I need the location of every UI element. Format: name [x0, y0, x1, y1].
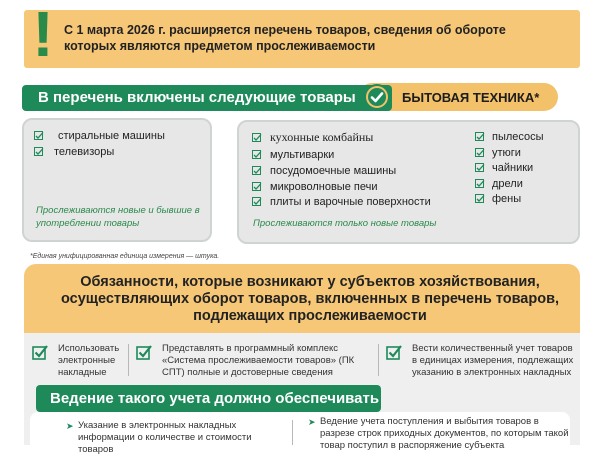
checkbox-icon	[475, 132, 485, 142]
list-item-label: мультиварки	[270, 149, 335, 161]
checkbox-icon	[252, 166, 262, 176]
right-note: Прослеживаются только новые товары	[253, 218, 437, 229]
checkbox-icon	[386, 344, 402, 360]
list-item-label: дрели	[492, 178, 523, 190]
checkbox-icon	[136, 344, 152, 360]
list-item-label: плиты и варочные поверхности	[270, 196, 431, 208]
accounting-point: Ведение учета поступления и выбытия товаров в разрезе строк приходных документов, по которым такой товар поступил в распоряжение субъекта	[320, 416, 569, 451]
exclamation-icon: !	[32, 0, 54, 70]
checkbox-icon	[252, 150, 262, 160]
left-note: Прослеживаются новые и бывшие в употреблении товары	[36, 205, 200, 229]
checkbox-icon	[475, 148, 485, 158]
checkbox-icon	[475, 179, 485, 189]
checkbox-icon	[32, 344, 48, 360]
obligations-title: Обязанности, которые возникают у субъектов хозяйствования, осуществляющих оборот товаров, включенных в перечень товаров, подлежащих прослеживаемости	[60, 274, 560, 324]
accounting-banner: Ведение такого учета должно обеспечивать	[36, 385, 381, 412]
footnote: *Единая унифицированная единица измерения — штука.	[30, 253, 220, 260]
checkbox-icon	[252, 182, 262, 192]
divider	[128, 344, 129, 376]
list-item-label: телевизоры	[54, 146, 115, 158]
list-item-label: пылесосы	[492, 131, 544, 143]
list-item-label: фены	[492, 193, 522, 205]
checkbox-icon	[475, 194, 485, 204]
list-item-label: чайники	[492, 162, 534, 174]
divider	[292, 420, 293, 445]
arrow-icon: ➤	[308, 417, 316, 427]
list-banner: В перечень включены следующие товары	[22, 85, 392, 111]
list-item-label: кухонные комбайны	[270, 130, 374, 144]
divider	[378, 344, 379, 376]
notice-text: С 1 марта 2026 г. расширяется перечень товаров, сведения об обороте которых являются предметом прослеживаемости	[64, 23, 506, 53]
category-label: БЫТОВАЯ ТЕХНИКА*	[402, 90, 540, 105]
list-item-label: посудомоечные машины	[270, 165, 397, 177]
list-item-label: микроволновые печи	[270, 181, 378, 193]
obligation-item: Представлять в программный комплекс «Система прослеживаемости товаров» (ПК СПТ) полные и достоверные сведения	[162, 343, 355, 378]
list-item-label: стиральные машины	[58, 130, 165, 142]
checkbox-icon	[252, 133, 262, 143]
list-item-label: утюги	[492, 147, 521, 159]
checkbox-icon	[252, 197, 262, 207]
checkbox-icon	[34, 131, 44, 141]
arrow-icon: ➤	[66, 421, 74, 431]
check-circle-icon	[364, 84, 390, 110]
accounting-point: Указание в электронных накладных информации о количестве и стоимости товаров	[78, 420, 252, 455]
checkbox-icon	[34, 147, 44, 157]
obligation-item: Вести количественный учет товаров в единицах измерения, подлежащих указанию в электронных накладных	[412, 343, 574, 378]
obligation-item: Использовать электронные накладные	[58, 343, 120, 378]
checkbox-icon	[475, 163, 485, 173]
